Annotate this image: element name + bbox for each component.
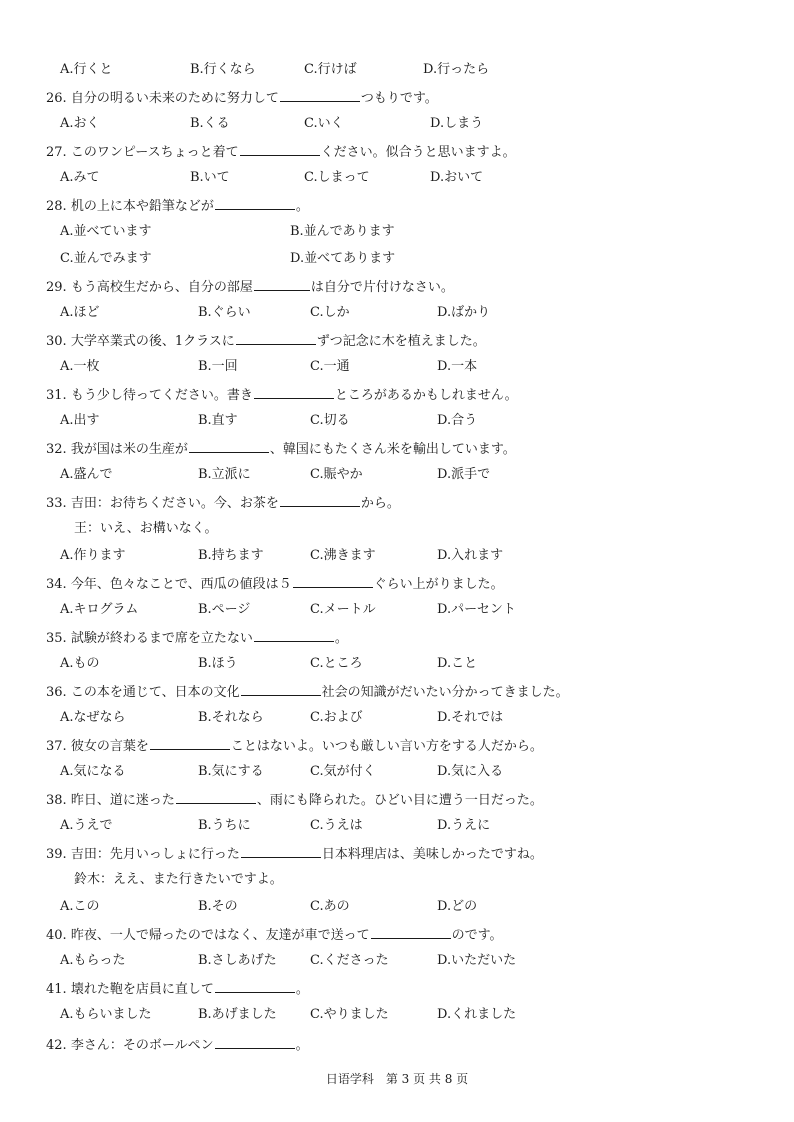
option-d: D.並べてあります xyxy=(290,251,396,266)
option-b: B.くる xyxy=(190,116,230,131)
question-number: 35. xyxy=(46,631,67,646)
option-a: A.もの xyxy=(60,656,100,671)
options-row xyxy=(46,357,794,377)
option-d: D.こと xyxy=(437,656,478,671)
option-a: A.キログラム xyxy=(60,602,139,617)
options-row xyxy=(46,114,794,134)
options-row xyxy=(46,897,794,917)
options-row xyxy=(46,654,794,674)
question-29 xyxy=(46,276,794,296)
question-number: 32. xyxy=(46,442,67,457)
option-a: A.作ります xyxy=(60,548,126,563)
option-b: B.さしあげた xyxy=(198,953,277,968)
option-d: D.うえに xyxy=(437,818,491,833)
question-30 xyxy=(46,330,794,350)
option-c: C.しか xyxy=(310,305,350,320)
answer-blank xyxy=(280,87,360,102)
answer-blank xyxy=(176,789,256,804)
page-footer: 日语学科 第 3 页 共 8 页 xyxy=(325,1072,469,1086)
option-c: C.行けば xyxy=(304,62,357,77)
option-a: A.行くと xyxy=(60,62,113,77)
option-a: A.なぜなら xyxy=(60,710,126,725)
option-a: A.並べています xyxy=(60,224,152,239)
question-text-post: 社会の知識がだいたい分かってきました。 xyxy=(321,685,569,700)
option-b: B.あげました xyxy=(198,1007,277,1022)
question-text-pre: 彼女の言葉を xyxy=(70,739,149,754)
option-a: A.一枚 xyxy=(60,359,100,374)
question-text-post: から。 xyxy=(360,496,400,511)
answer-blank xyxy=(241,681,321,696)
option-a: A.もらった xyxy=(60,953,126,968)
question-text-pre: 昨夜、一人で帰ったのではなく、友達が車で送って xyxy=(70,928,370,943)
answer-blank xyxy=(254,276,310,291)
option-d: D.行ったら xyxy=(423,62,490,77)
question-number: 29. xyxy=(46,280,67,295)
option-c: C.くださった xyxy=(310,953,389,968)
option-d: D.それでは xyxy=(437,710,504,725)
dialogue-reply: 鈴木：ええ、また行きたいですよ。 xyxy=(74,872,283,887)
question-35 xyxy=(46,627,794,647)
answer-blank xyxy=(371,924,451,939)
question-text-post: ところがあるかもしれません。 xyxy=(334,388,518,403)
question-text-pre: 吉田：お待ちください。今、お茶を xyxy=(70,496,279,511)
question-text-post: 。 xyxy=(295,982,309,997)
question-number: 34. xyxy=(46,577,67,592)
question-number: 28. xyxy=(46,199,67,214)
options-row xyxy=(46,411,794,431)
question-text-pre: この本を通じて、日本の文化 xyxy=(70,685,240,700)
question-text-pre: 大学卒業式の後、1クラスに xyxy=(70,334,235,349)
question-text-post: 。 xyxy=(295,1038,309,1053)
options-row xyxy=(46,222,794,242)
option-d: D.気に入る xyxy=(437,764,504,779)
answer-blank xyxy=(236,330,316,345)
option-c: C.切る xyxy=(310,413,350,428)
question-31 xyxy=(46,384,794,404)
question-38 xyxy=(46,789,794,809)
question-41 xyxy=(46,978,794,998)
option-c: C.あの xyxy=(310,899,350,914)
answer-blank xyxy=(215,195,295,210)
question-36 xyxy=(46,681,794,701)
options-row xyxy=(46,600,794,620)
option-c: C.やりました xyxy=(310,1007,389,1022)
question-text-pre: 吉田：先月いっしょに行った xyxy=(70,847,240,862)
option-d: D.どの xyxy=(437,899,478,914)
option-c: C.沸きます xyxy=(310,548,376,563)
option-b: B.一回 xyxy=(198,359,238,374)
options-row xyxy=(46,168,794,188)
answer-blank xyxy=(241,843,321,858)
option-d: D.おいて xyxy=(430,170,484,185)
option-a: A.出す xyxy=(60,413,100,428)
options-row xyxy=(46,1005,794,1025)
question-39 xyxy=(46,843,794,863)
option-d: D.ばかり xyxy=(437,305,491,320)
question-text-pre: もう高校生だから、自分の部屋 xyxy=(70,280,253,295)
option-b: B.行くなら xyxy=(190,62,256,77)
option-d: D.しまう xyxy=(430,116,484,131)
question-number: 33. xyxy=(46,496,67,511)
option-b: B.ページ xyxy=(198,602,251,617)
option-b: B.いて xyxy=(190,170,230,185)
question-text-post: ください。似合うと思いますよ。 xyxy=(320,145,516,160)
question-text-post: 日本料理店は、美味しかったですね。 xyxy=(321,847,543,862)
question-40 xyxy=(46,924,794,944)
question-text-post: 、韓国にもたくさん米を輸出しています。 xyxy=(269,442,516,457)
answer-blank xyxy=(189,438,269,453)
question-text-post: ぐらい上がりました。 xyxy=(373,577,504,592)
question-33 xyxy=(46,492,794,512)
question-number: 36. xyxy=(46,685,67,700)
option-c: C.しまって xyxy=(304,170,370,185)
option-b: B.持ちます xyxy=(198,548,264,563)
question-text-post: は自分で片付けなさい。 xyxy=(310,280,454,295)
question-37 xyxy=(46,735,794,755)
option-c: C.いく xyxy=(304,116,344,131)
question-text-pre: 机の上に本や鉛筆などが xyxy=(70,199,214,214)
question-number: 27. xyxy=(46,145,67,160)
question-text-post: ずつ記念に木を植えました。 xyxy=(316,334,486,349)
question-42 xyxy=(46,1034,794,1054)
option-b: B.ほう xyxy=(198,656,238,671)
option-c: C.一通 xyxy=(310,359,350,374)
option-a: A.おく xyxy=(60,116,100,131)
question-34 xyxy=(46,573,794,593)
question-text-pre: 昨日、道に迷った xyxy=(70,793,175,808)
question-text-post: ことはないよ。いつも厳しい言い方をする人だから。 xyxy=(230,739,543,754)
option-a: A.気になる xyxy=(60,764,126,779)
option-b: B.その xyxy=(198,899,238,914)
question-number: 26. xyxy=(46,91,67,106)
question-text-pre: 我が国は米の生産が xyxy=(70,442,188,457)
dialogue-reply: 王：いえ、お構いなく。 xyxy=(74,521,218,536)
question-number: 30. xyxy=(46,334,67,349)
question-text-pre: このワンピースちょっと着て xyxy=(70,145,239,160)
question-text-post: 。 xyxy=(295,199,309,214)
options-row xyxy=(46,816,794,836)
question-text-pre: もう少し待ってください。書き xyxy=(70,388,253,403)
option-c: C.賑やか xyxy=(310,467,363,482)
option-b: B.気にする xyxy=(198,764,264,779)
options-row xyxy=(46,708,794,728)
options-row xyxy=(46,303,794,323)
question-number: 39. xyxy=(46,847,67,862)
option-d: D.いただいた xyxy=(437,953,517,968)
question-text-post: つもりです。 xyxy=(360,91,438,106)
question-text-pre: 李さん：そのボールペン xyxy=(70,1038,214,1053)
question-number: 42. xyxy=(46,1038,67,1053)
answer-blank xyxy=(254,627,334,642)
option-a: A.盛んで xyxy=(60,467,113,482)
answer-blank xyxy=(293,573,373,588)
options-row xyxy=(46,762,794,782)
option-a: A.この xyxy=(60,899,100,914)
options-row xyxy=(46,951,794,971)
option-c: C.および xyxy=(310,710,363,725)
question-number: 31. xyxy=(46,388,67,403)
option-d: D.合う xyxy=(437,413,478,428)
question-text-post: のです。 xyxy=(451,928,503,943)
option-b: B.直す xyxy=(198,413,238,428)
option-c: C.メートル xyxy=(310,602,376,617)
option-a: A.みて xyxy=(60,170,100,185)
option-b: B.それなら xyxy=(198,710,264,725)
question-text-pre: 試験が終わるまで席を立たない xyxy=(70,631,253,646)
option-c: C.並んでみます xyxy=(60,251,152,266)
option-b: B.ぐらい xyxy=(198,305,251,320)
question-number: 40. xyxy=(46,928,67,943)
question-text-post: 。 xyxy=(334,631,348,646)
question-text-pre: 壊れた鞄を店員に直して xyxy=(70,982,214,997)
options-row xyxy=(46,546,794,566)
option-b: B.並んであります xyxy=(290,224,395,239)
options-row xyxy=(46,60,794,80)
option-d: D.くれました xyxy=(437,1007,517,1022)
question-number: 41. xyxy=(46,982,67,997)
option-a: A.うえで xyxy=(60,818,113,833)
answer-blank xyxy=(215,978,295,993)
question-28 xyxy=(46,195,794,215)
option-b: B.うちに xyxy=(198,818,251,833)
question-text-post: 、雨にも降られた。ひどい目に遭う一日だった。 xyxy=(256,793,543,808)
option-c: C.うえは xyxy=(310,818,363,833)
question-number: 38. xyxy=(46,793,67,808)
option-a: A.もらいました xyxy=(60,1007,152,1022)
option-d: D.一本 xyxy=(437,359,478,374)
option-d: D.パーセント xyxy=(437,602,516,617)
question-32 xyxy=(46,438,794,458)
options-row xyxy=(46,249,794,269)
question-27 xyxy=(46,141,794,161)
answer-blank xyxy=(215,1034,295,1049)
option-c: C.ところ xyxy=(310,656,363,671)
option-c: C.気が付く xyxy=(310,764,376,779)
answer-blank xyxy=(150,735,230,750)
question-text-pre: 今年、色々なことで、西瓜の値段は５ xyxy=(70,577,292,592)
question-26 xyxy=(46,87,794,107)
options-row xyxy=(46,465,794,485)
question-text-pre: 自分の明るい未来のために努力して xyxy=(70,91,279,106)
answer-blank xyxy=(240,141,320,156)
option-d: D.入れます xyxy=(437,548,504,563)
question-number: 37. xyxy=(46,739,67,754)
option-d: D.派手で xyxy=(437,467,491,482)
option-b: B.立派に xyxy=(198,467,251,482)
answer-blank xyxy=(254,384,334,399)
option-a: A.ほど xyxy=(60,305,100,320)
answer-blank xyxy=(280,492,360,507)
